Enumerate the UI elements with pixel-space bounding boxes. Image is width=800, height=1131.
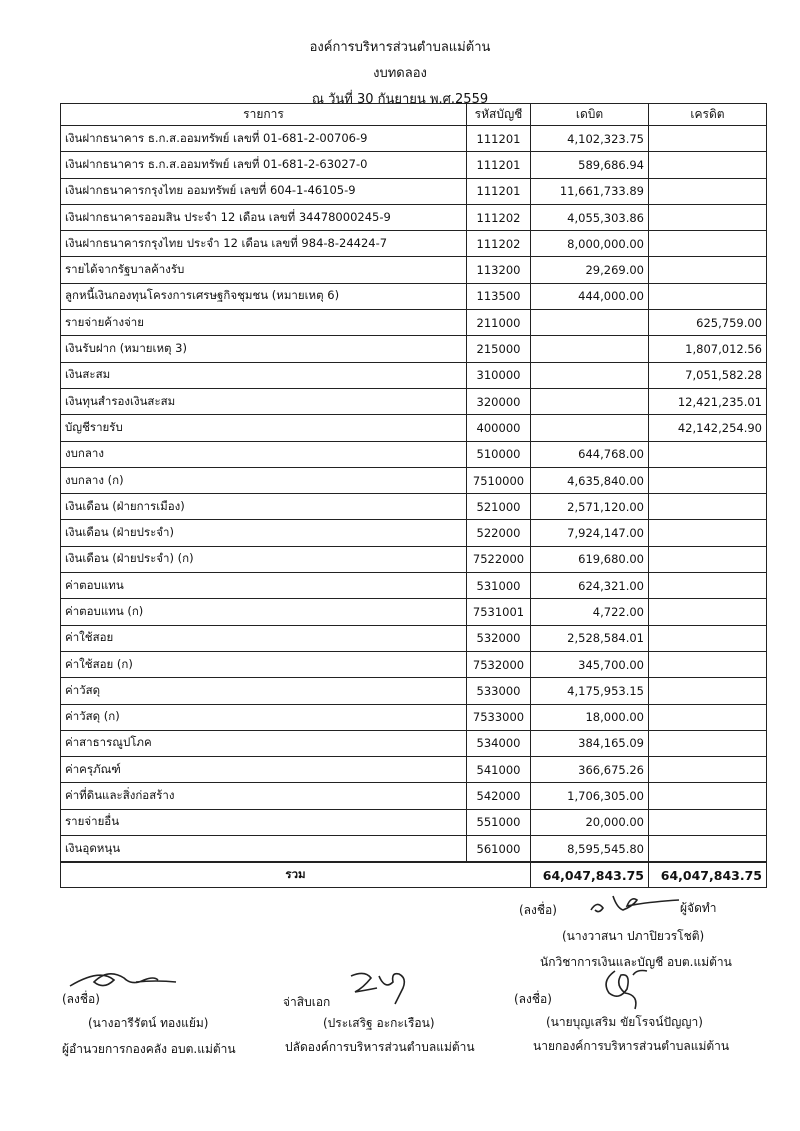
row-credit: 42,142,254.90: [649, 415, 767, 441]
table-row: [61, 625, 767, 651]
deputy-signature: [345, 968, 425, 1008]
row-credit: 7,051,582.28: [649, 362, 767, 388]
row-debit: 29,269.00: [531, 257, 649, 283]
row-debit: 4,055,303.86: [531, 204, 649, 230]
row-code: 541000: [467, 757, 531, 783]
deputy-rank: จ่าสิบเอก: [283, 995, 331, 1009]
row-credit: [649, 704, 767, 730]
table-row: [61, 599, 767, 625]
column-header-credit: เครดิต: [649, 104, 767, 126]
finance-signature: [66, 962, 186, 1002]
row-name: ค่าใช้สอย (ก): [61, 651, 467, 677]
table-row: [61, 231, 767, 257]
trial-balance-table: [60, 103, 767, 888]
row-name: ค่าวัสดุ: [61, 678, 467, 704]
row-code: 111201: [467, 126, 531, 152]
total-label: รวม: [61, 862, 531, 888]
row-credit: [649, 467, 767, 493]
row-credit: [649, 546, 767, 572]
row-debit: 4,175,953.15: [531, 678, 649, 704]
row-credit: 625,759.00: [649, 310, 767, 336]
row-credit: [649, 126, 767, 152]
column-header-name: รายการ: [61, 104, 467, 126]
row-name: รายจ่ายค้างจ่าย: [61, 310, 467, 336]
table-row: [61, 651, 767, 677]
row-debit: 644,768.00: [531, 441, 649, 467]
row-debit: 589,686.94: [531, 152, 649, 178]
row-name: ค่าวัสดุ (ก): [61, 704, 467, 730]
row-name: เงินเดือน (ฝ่ายการเมือง): [61, 494, 467, 520]
table-row: [61, 546, 767, 572]
row-debit: 1,706,305.00: [531, 783, 649, 809]
row-credit: [649, 678, 767, 704]
table-row: [61, 757, 767, 783]
row-code: 7533000: [467, 704, 531, 730]
row-code: 522000: [467, 520, 531, 546]
row-debit: 2,528,584.01: [531, 625, 649, 651]
row-debit: [531, 415, 649, 441]
table-row: [61, 809, 767, 835]
table-row: [61, 836, 767, 863]
row-name: ค่าตอบแทน (ก): [61, 599, 467, 625]
table-row: [61, 362, 767, 388]
row-name: เงินเดือน (ฝ่ายประจำ) (ก): [61, 546, 467, 572]
row-credit: [649, 257, 767, 283]
preparer-sign-label: (ลงชื่อ): [519, 903, 557, 917]
preparer-position: นักวิชาการเงินและบัญชี อบต.แม่ต้าน: [540, 955, 732, 969]
row-debit: 384,165.09: [531, 730, 649, 756]
row-credit: [649, 520, 767, 546]
row-code: 320000: [467, 388, 531, 414]
total-debit: 64,047,843.75: [531, 862, 649, 888]
row-name: งบกลาง: [61, 441, 467, 467]
row-credit: [649, 651, 767, 677]
row-code: 551000: [467, 809, 531, 835]
row-name: เงินทุนสำรองเงินสะสม: [61, 388, 467, 414]
deputy-name: (ประเสริฐ อะกะเรือน): [323, 1016, 435, 1030]
finance-position: ผู้อำนวยการกองคลัง อบต.แม่ต้าน: [62, 1042, 236, 1056]
row-debit: 8,595,545.80: [531, 836, 649, 863]
row-name: เงินเดือน (ฝ่ายประจำ): [61, 520, 467, 546]
row-debit: 366,675.26: [531, 757, 649, 783]
finance-sign-label: (ลงชื่อ): [62, 992, 100, 1006]
row-code: 111202: [467, 231, 531, 257]
row-credit: 1,807,012.56: [649, 336, 767, 362]
row-credit: 12,421,235.01: [649, 388, 767, 414]
finance-name: (นางอารีรัตน์ ทองแย้ม): [88, 1016, 209, 1030]
table-row: [61, 730, 767, 756]
row-name: เงินฝากธนาคารกรุงไทย ประจำ 12 เดือน เลขที่ 984-8-24424-7: [61, 231, 467, 257]
row-name: ค่าที่ดินและสิ่งก่อสร้าง: [61, 783, 467, 809]
table-row: [61, 704, 767, 730]
chief-signature: [595, 965, 655, 1013]
row-name: เงินสะสม: [61, 362, 467, 388]
table-row: [61, 126, 767, 152]
row-debit: 18,000.00: [531, 704, 649, 730]
row-credit: [649, 730, 767, 756]
row-credit: [649, 757, 767, 783]
row-code: 7531001: [467, 599, 531, 625]
row-debit: 4,102,323.75: [531, 126, 649, 152]
row-debit: [531, 362, 649, 388]
row-debit: 444,000.00: [531, 283, 649, 309]
row-name: เงินรับฝาก (หมายเหตุ 3): [61, 336, 467, 362]
total-row: [61, 862, 767, 888]
row-debit: 619,680.00: [531, 546, 649, 572]
row-debit: 2,571,120.00: [531, 494, 649, 520]
table-row: [61, 520, 767, 546]
row-credit: [649, 599, 767, 625]
row-credit: [649, 441, 767, 467]
row-code: 111201: [467, 152, 531, 178]
row-name: ค่าใช้สอย: [61, 625, 467, 651]
table-row: [61, 494, 767, 520]
preparer-signature: [585, 888, 680, 918]
row-name: บัญชีรายรับ: [61, 415, 467, 441]
row-code: 561000: [467, 836, 531, 863]
table-row: [61, 441, 767, 467]
row-debit: 7,924,147.00: [531, 520, 649, 546]
row-code: 113200: [467, 257, 531, 283]
preparer-role: ผู้จัดทำ: [680, 901, 717, 915]
row-credit: [649, 283, 767, 309]
row-code: 531000: [467, 573, 531, 599]
row-code: 533000: [467, 678, 531, 704]
row-debit: [531, 388, 649, 414]
deputy-position: ปลัดองค์การบริหารส่วนตำบลแม่ต้าน: [285, 1040, 475, 1054]
row-credit: [649, 573, 767, 599]
table-row: [61, 388, 767, 414]
row-code: 211000: [467, 310, 531, 336]
row-name: เงินฝากธนาคารกรุงไทย ออมทรัพย์ เลขที่ 604-1-46105-9: [61, 178, 467, 204]
row-code: 113500: [467, 283, 531, 309]
row-credit: [649, 204, 767, 230]
table-row: [61, 467, 767, 493]
row-debit: [531, 310, 649, 336]
row-credit: [649, 152, 767, 178]
document-date: ณ วันที่ 30 กันยายน พ.ศ.2559: [311, 92, 489, 107]
document-title: งบทดลอง: [373, 66, 427, 81]
row-code: 542000: [467, 783, 531, 809]
row-name: เงินฝากธนาคาร ธ.ก.ส.ออมทรัพย์ เลขที่ 01-681-2-63027-0: [61, 152, 467, 178]
table-row: [61, 310, 767, 336]
row-code: 111202: [467, 204, 531, 230]
row-name: งบกลาง (ก): [61, 467, 467, 493]
row-credit: [649, 231, 767, 257]
row-code: 215000: [467, 336, 531, 362]
row-debit: 11,661,733.89: [531, 178, 649, 204]
total-credit: 64,047,843.75: [649, 862, 767, 888]
org-name: องค์การบริหารส่วนตำบลแม่ต้าน: [309, 40, 491, 55]
table-row: [61, 336, 767, 362]
row-credit: [649, 494, 767, 520]
table-row: [61, 178, 767, 204]
row-code: 7532000: [467, 651, 531, 677]
table-row: [61, 573, 767, 599]
row-debit: 8,000,000.00: [531, 231, 649, 257]
preparer-name: (นางวาสนา ปภาปิยวรโชติ): [562, 929, 705, 943]
row-credit: [649, 809, 767, 835]
table-row: [61, 204, 767, 230]
row-code: 534000: [467, 730, 531, 756]
row-name: ค่าครุภัณฑ์: [61, 757, 467, 783]
table-row: [61, 257, 767, 283]
row-name: เงินอุดหนุน: [61, 836, 467, 863]
row-name: รายได้จากรัฐบาลค้างรับ: [61, 257, 467, 283]
chief-position: นายกองค์การบริหารส่วนตำบลแม่ต้าน: [533, 1039, 730, 1053]
row-debit: 345,700.00: [531, 651, 649, 677]
table-row: [61, 415, 767, 441]
row-debit: 4,722.00: [531, 599, 649, 625]
row-debit: 20,000.00: [531, 809, 649, 835]
row-name: เงินฝากธนาคาร ธ.ก.ส.ออมทรัพย์ เลขที่ 01-681-2-00706-9: [61, 126, 467, 152]
table-row: [61, 783, 767, 809]
table-row: [61, 283, 767, 309]
row-code: 7522000: [467, 546, 531, 572]
table-row: [61, 152, 767, 178]
row-name: ค่าตอบแทน: [61, 573, 467, 599]
row-credit: [649, 178, 767, 204]
chief-sign-label: (ลงชื่อ): [514, 992, 552, 1006]
row-credit: [649, 836, 767, 863]
row-code: 532000: [467, 625, 531, 651]
chief-name: (นายบุญเสริม ขัยโรจน์ปัญญา): [546, 1015, 703, 1029]
row-code: 400000: [467, 415, 531, 441]
row-name: รายจ่ายอื่น: [61, 809, 467, 835]
table-row: [61, 678, 767, 704]
row-name: เงินฝากธนาคารออมสิน ประจำ 12 เดือน เลขที่ 34478000245-9: [61, 204, 467, 230]
row-name: ค่าสาธารณูปโภค: [61, 730, 467, 756]
row-code: 7510000: [467, 467, 531, 493]
row-debit: [531, 336, 649, 362]
table-header-row: [61, 104, 767, 126]
row-name: ลูกหนี้เงินกองทุนโครงการเศรษฐกิจชุมชน (หมายเหตุ 6): [61, 283, 467, 309]
row-credit: [649, 625, 767, 651]
column-header-debit: เดบิต: [531, 104, 649, 126]
row-credit: [649, 783, 767, 809]
row-code: 111201: [467, 178, 531, 204]
row-code: 510000: [467, 441, 531, 467]
row-debit: 624,321.00: [531, 573, 649, 599]
row-code: 310000: [467, 362, 531, 388]
column-header-code: รหัสบัญชี: [467, 104, 531, 126]
row-code: 521000: [467, 494, 531, 520]
row-debit: 4,635,840.00: [531, 467, 649, 493]
